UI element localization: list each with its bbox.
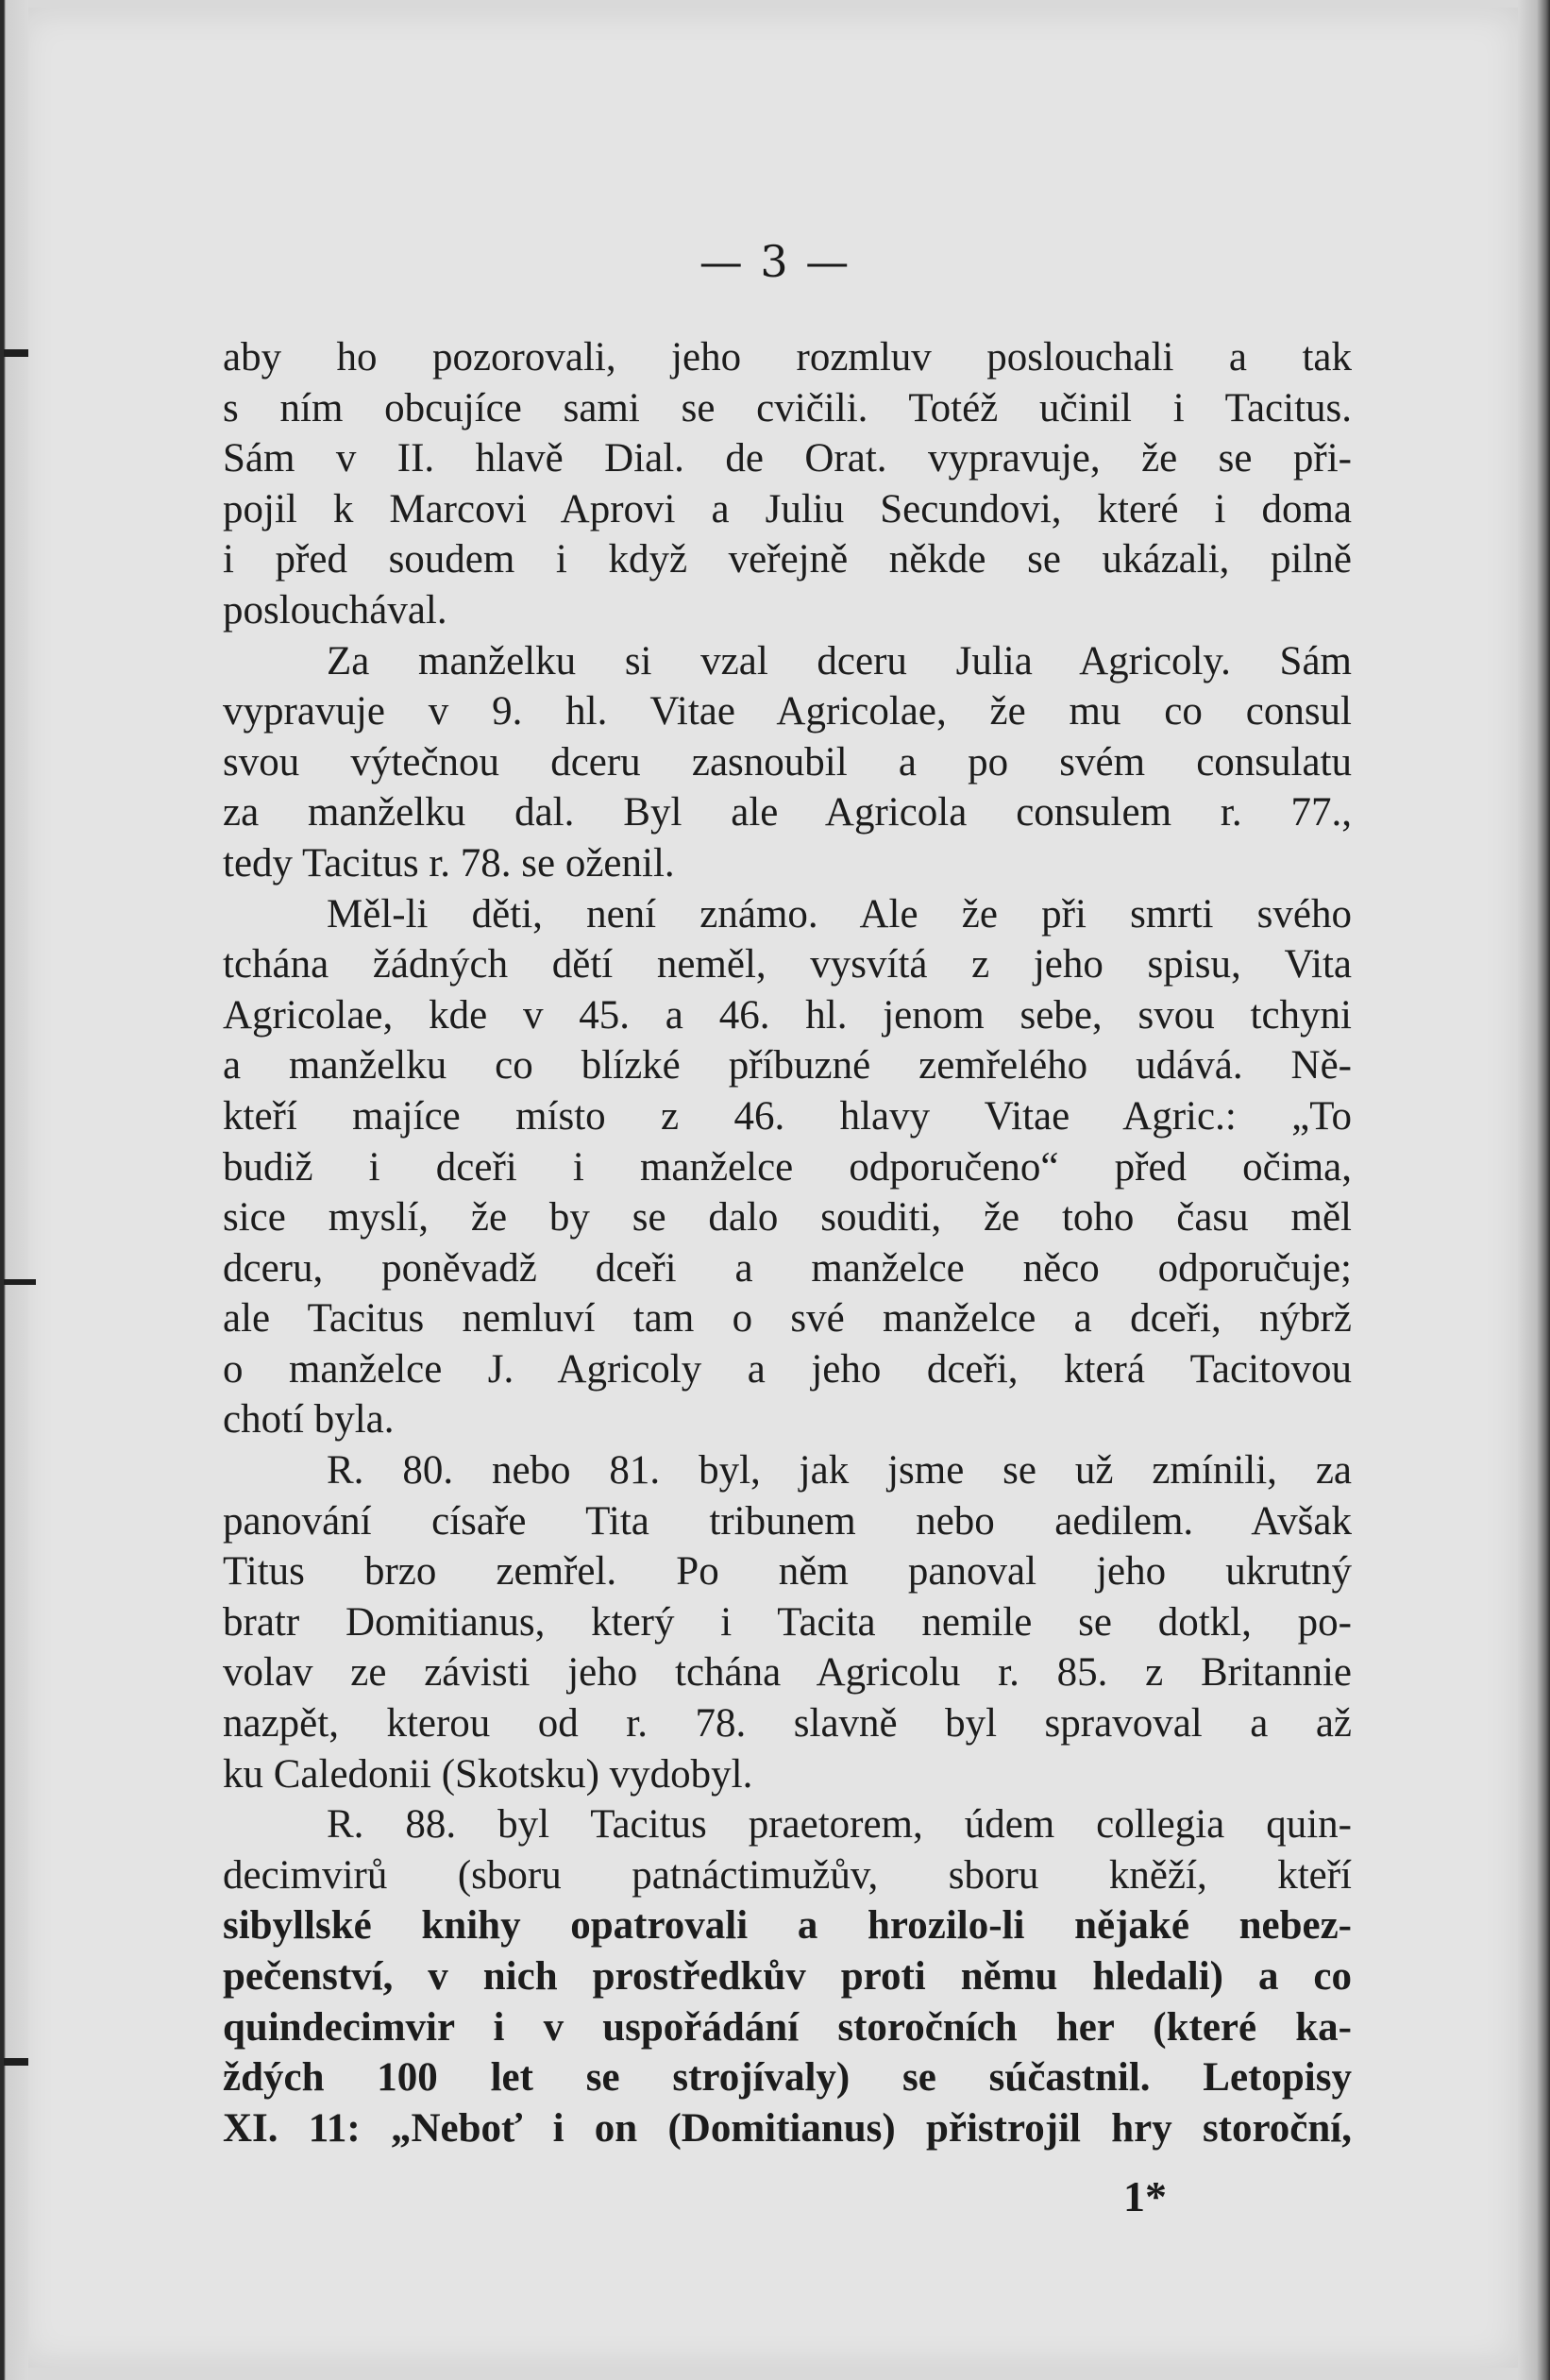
binding-mark — [4, 349, 28, 357]
page-left-edge — [0, 0, 28, 2380]
text-line: quindecimvir i v uspořádání storočních her (které ka- — [223, 2004, 1352, 2050]
text-line: za manželku dal. Byl ale Agricola consulem r. 77., — [223, 790, 1352, 836]
text-line: ale Tacitus nemluví tam o své manželce a dceři, nýbrž — [223, 1296, 1352, 1342]
text-line: decimvirů (sboru patnáctimužův, sboru kněží, kteří — [223, 1852, 1352, 1898]
binding-mark — [4, 1279, 36, 1285]
text-line: volav ze závisti jeho tchána Agricolu r. 85. z Britannie — [223, 1650, 1352, 1696]
text-line: vypravuje v 9. hl. Vitae Agricolae, že mu co consul — [223, 689, 1352, 734]
text-line: panování císaře Tita tribunem nebo aedilem. Avšak — [223, 1498, 1352, 1544]
text-line: R. 88. byl Tacitus praetorem, údem collegia quin- — [327, 1802, 1352, 1848]
text-line: ždých 100 let se strojívaly) se súčastnil. Letopisy — [223, 2055, 1352, 2101]
text-line: sibyllské knihy opatrovali a hrozilo-li nějaké nebez- — [223, 1903, 1352, 1949]
text-line: bratr Domitianus, který i Tacita nemile se dotkl, po- — [223, 1599, 1352, 1645]
text-line: pojil k Marcovi Aprovi a Juliu Secundovi, které i doma — [223, 486, 1352, 532]
text-line: i před soudem i když veřejně někde se ukázali, pilně — [223, 537, 1352, 582]
text-line: tchána žádných dětí neměl, vysvítá z jeho spisu, Vita — [223, 942, 1352, 987]
page-right-edge — [1518, 0, 1550, 2380]
text-line: tedy Tacitus r. 78. se oženil. — [223, 840, 675, 886]
text-line: ku Caledonii (Skotsku) vydobyl. — [223, 1751, 753, 1797]
text-line: Titus brzo zemřel. Po něm panoval jeho ukrutný — [223, 1549, 1352, 1595]
page-number: — 3 — — [699, 236, 851, 287]
text-line: o manželce J. Agricoly a jeho dceři, která Tacitovou — [223, 1346, 1352, 1392]
text-line: XI. 11: „Neboť i on (Domitianus) přistrojil hry storoční, — [223, 2105, 1352, 2151]
text-line: kteří majíce místo z 46. hlavy Vitae Agric.: „To — [223, 1093, 1352, 1139]
text-line: pečenství, v nich prostředkův proti němu hledali) a co — [223, 1954, 1352, 1999]
text-line: R. 80. nebo 81. byl, jak jsme se už zmínili, za — [327, 1448, 1352, 1494]
text-line: svou výtečnou dceru zasnoubil a po svém consulatu — [223, 739, 1352, 785]
text-line: aby ho pozorovali, jeho rozmluv poslouchali a tak — [223, 335, 1352, 380]
text-line: Sám v II. hlavě Dial. de Orat. vypravuje, že se při- — [223, 436, 1352, 481]
text-line: Agricolae, kde v 45. a 46. hl. jenom sebe, svou tchyni — [223, 992, 1352, 1038]
binding-mark — [4, 2058, 28, 2066]
text-line: nazpět, kterou od r. 78. slavně byl spravoval a až — [223, 1701, 1352, 1747]
text-line: budiž i dceři i manželce odporučeno“ před očima, — [223, 1144, 1352, 1190]
text-line: Měl-li děti, není známo. Ale že při smrti svého — [327, 891, 1352, 937]
text-line: Za manželku si vzal dceru Julia Agricoly. Sám — [327, 638, 1352, 684]
body-text — [223, 332, 1352, 2153]
text-line: dceru, poněvadž dceři a manželce něco odporučuje; — [223, 1245, 1352, 1291]
text-line: poslouchával. — [223, 587, 447, 633]
text-line: s ním obcujíce sami se cvičili. Totéž učinil i Tacitus. — [223, 385, 1352, 430]
text-line: chotí byla. — [223, 1397, 395, 1443]
text-line: sice myslí, že by se dalo souditi, že toho času měl — [223, 1195, 1352, 1241]
signature-mark: 1* — [1123, 2172, 1167, 2220]
text-line: a manželku co blízké příbuzné zemřelého udává. Ně- — [223, 1043, 1352, 1089]
